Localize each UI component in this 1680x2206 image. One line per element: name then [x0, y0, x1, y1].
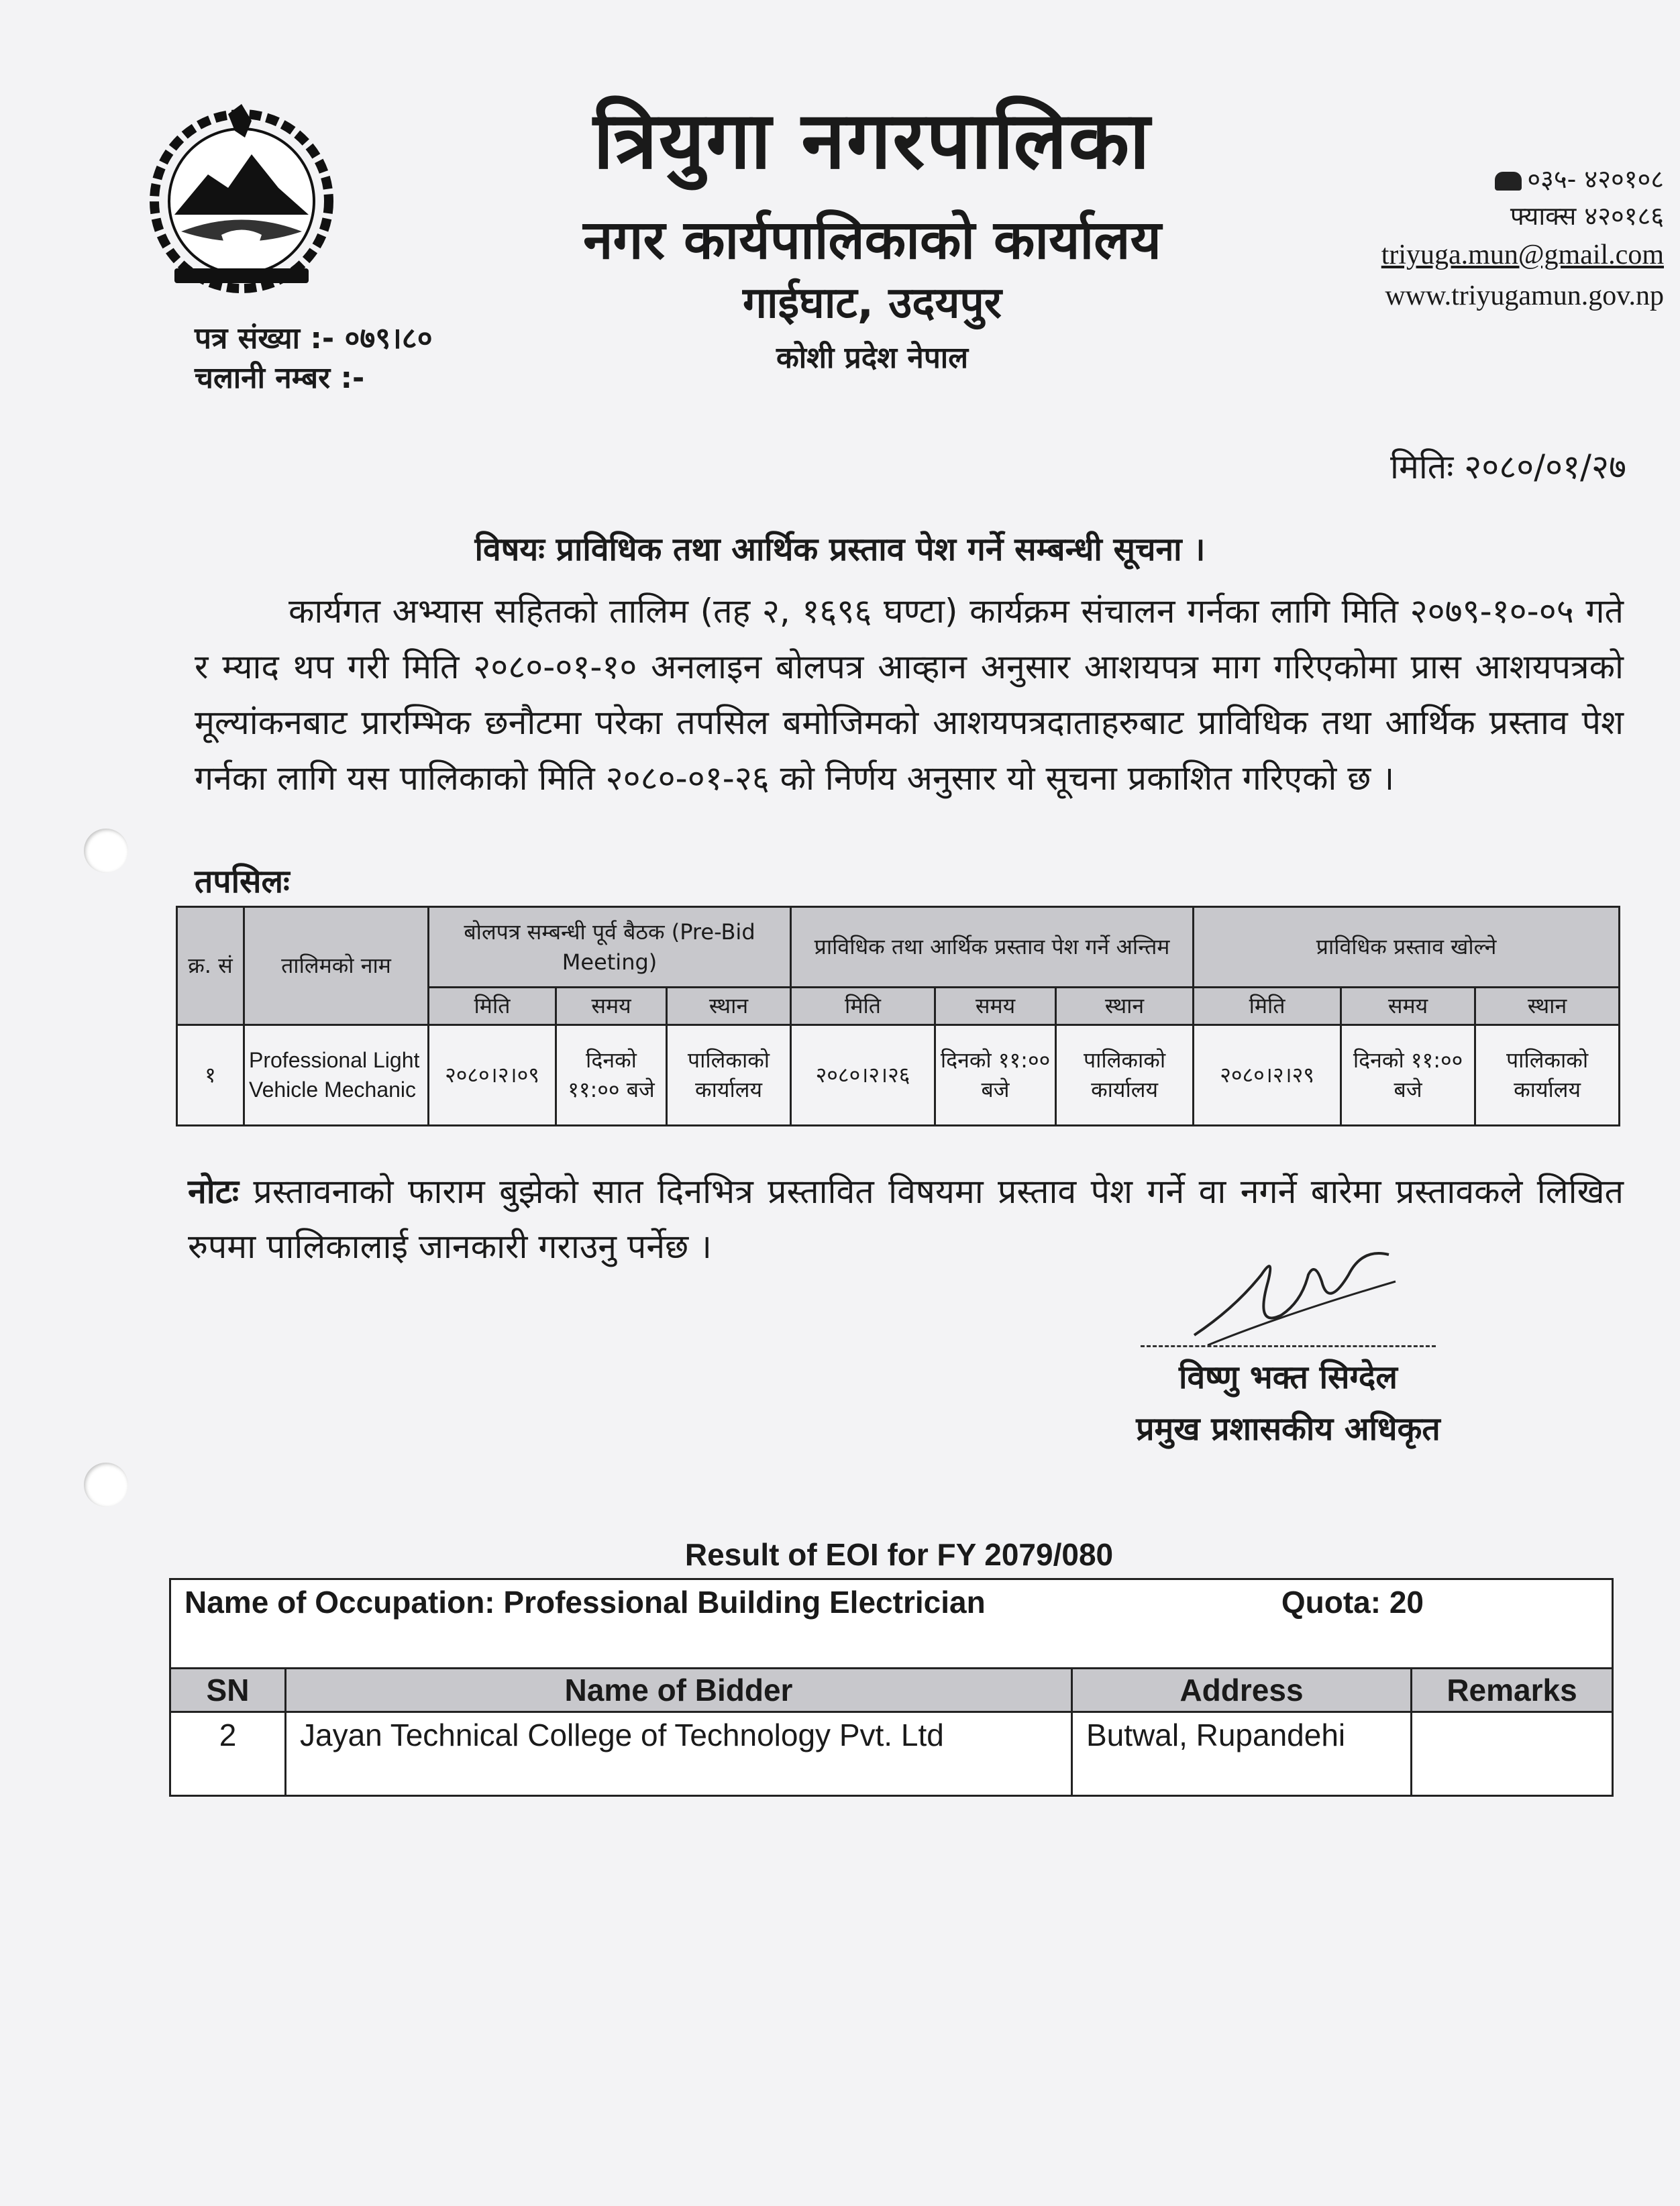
header-training: तालिमको नाम: [244, 907, 429, 1025]
header-time: समय: [556, 988, 667, 1025]
contact-block: [1315, 161, 1664, 317]
note-text: प्रस्तावनाको फाराम बुझेको सात दिनभित्र प्रस्तावित विषयमा प्रस्ताव पेश गर्ने वा नगर्ने बारेमा प्रस्तावकले लिखित रुपमा पालिकालाई जानकारी गराउनु पर्नेछ ।: [188, 1172, 1624, 1266]
eoi-title: Result of EOI for FY 2079/080: [684, 1537, 1114, 1572]
header-place: स्थान: [1056, 988, 1194, 1025]
header-address: Address: [1072, 1669, 1412, 1712]
email-address: triyuga.mun@gmail.com: [1381, 240, 1664, 271]
signatory-block: [1100, 1352, 1476, 1455]
header-time: समय: [935, 988, 1056, 1025]
table-row: [170, 1712, 1613, 1796]
occupation-row: [170, 1579, 1613, 1669]
bidder-remarks: [1412, 1712, 1613, 1796]
phone-number: ०३५- ४२०१०८: [1527, 164, 1664, 194]
dispatch-number: चलानी नम्बर :-: [195, 361, 365, 396]
fax-number: फ्याक्स ४२०१८६: [1510, 201, 1664, 231]
body-paragraph: [195, 584, 1624, 806]
eoi-table: [169, 1578, 1614, 1797]
office-address: गाईघाट, उदयपुर: [743, 278, 1002, 328]
phone-icon: [1495, 172, 1522, 191]
header-place: स्थान: [667, 988, 791, 1025]
header-date: मिति: [791, 988, 935, 1025]
header-prebid: बोलपत्र सम्बन्धी पूर्व बैठक (Pre-Bid Meeting): [429, 907, 791, 988]
nepal-emblem-logo: [134, 101, 349, 295]
province-name: कोशी प्रदेश नेपाल: [776, 341, 969, 375]
schedule-table: [176, 906, 1620, 1126]
signatory-title: प्रमुख प्रशासकीय अधिकृत: [1136, 1410, 1440, 1448]
header-sn: SN: [170, 1669, 286, 1712]
bidder-address: Butwal, Rupandehi: [1072, 1712, 1412, 1796]
row-training: Professional Light Vehicle Mechanic: [244, 1025, 429, 1125]
website: www.triyugamun.gov.np: [1385, 280, 1664, 312]
reference-block: [195, 319, 433, 399]
header-date: मिति: [1194, 988, 1341, 1025]
row-sn: १: [177, 1025, 244, 1125]
bidder-name: Jayan Technical College of Technology Pvt. Ltd: [286, 1712, 1072, 1796]
header-open: प्राविधिक प्रस्ताव खोल्ने: [1194, 907, 1620, 988]
table-row: [177, 1025, 1620, 1125]
header-submit: प्राविधिक तथा आर्थिक प्रस्ताव पेश गर्ने अन्तिम: [791, 907, 1194, 988]
header-place: स्थान: [1475, 988, 1620, 1025]
subject-line: विषयः प्राविधिक तथा आर्थिक प्रस्ताव पेश गर्ने सम्बन्धी सूचना ।: [474, 531, 1206, 568]
letter-number: पत्र संख्या :- ०७९।८०: [195, 321, 433, 356]
bidder-sn: 2: [170, 1712, 286, 1796]
signatory-name: विष्णु भक्त सिग्देल: [1179, 1359, 1398, 1396]
submit-date: २०८०।२।२६: [791, 1025, 935, 1125]
open-date: २०८०।२।२९: [1194, 1025, 1341, 1125]
open-time: दिनको ११:०० बजे: [1341, 1025, 1475, 1125]
header-bidder: Name of Bidder: [286, 1669, 1072, 1712]
letter-date: मितिः २०८०/०१/२७: [1390, 448, 1626, 486]
quota: Quota: 20: [1281, 1585, 1424, 1620]
prebid-date: २०८०।२।०९: [429, 1025, 556, 1125]
note-paragraph: [188, 1164, 1624, 1274]
signature-line: [1141, 1345, 1436, 1347]
punch-hole: [84, 1463, 128, 1507]
body-text: कार्यगत अभ्यास सहितको तालिम (तह २, १६९६ घण्टा) कार्यक्रम संचालन गर्नका लागि मिति २०७९-१०-०५ गते र म्याद थप गरी मिति २०८०-०१-१० अनलाइन बोलपत्र आव्हान अनुसार आशयपत्र माग गरिएकोमा प्रास आशयपत्रको मूल्यांकनबाट प्रारम्भिक छनौटमा परेका तपसिल बमोजिमको आशयपत्रदाताहरुबाट प्राविधिक तथा आर्थिक प्रस्ताव पेश गर्नका लागि यस पालिकाको मिति २०८०-०१-२६ को निर्णय अनुसार यो सूचना प्रकाशित गरिएको छ ।: [195, 592, 1624, 798]
office-name: नगर कार्यपालिकाको कार्यालय: [583, 209, 1161, 271]
prebid-time: दिनको ११:०० बजे: [556, 1025, 667, 1125]
signature: [1181, 1235, 1402, 1355]
schedule-label: तपसिलः: [195, 863, 290, 900]
occupation-name: Name of Occupation: Professional Building Electrician: [185, 1585, 986, 1620]
municipality-title: त्रियुगा नगरपालिका: [593, 94, 1151, 187]
header-date: मिति: [429, 988, 556, 1025]
punch-hole: [84, 829, 128, 873]
submit-time: दिनको ११:०० बजे: [935, 1025, 1056, 1125]
header-sn: क्र. सं: [177, 907, 244, 1025]
submit-place: पालिकाको कार्यालय: [1056, 1025, 1194, 1125]
header-remarks: Remarks: [1412, 1669, 1613, 1712]
header-time: समय: [1341, 988, 1475, 1025]
open-place: पालिकाको कार्यालय: [1475, 1025, 1620, 1125]
prebid-place: पालिकाको कार्यालय: [667, 1025, 791, 1125]
note-label: नोटः: [188, 1172, 239, 1211]
